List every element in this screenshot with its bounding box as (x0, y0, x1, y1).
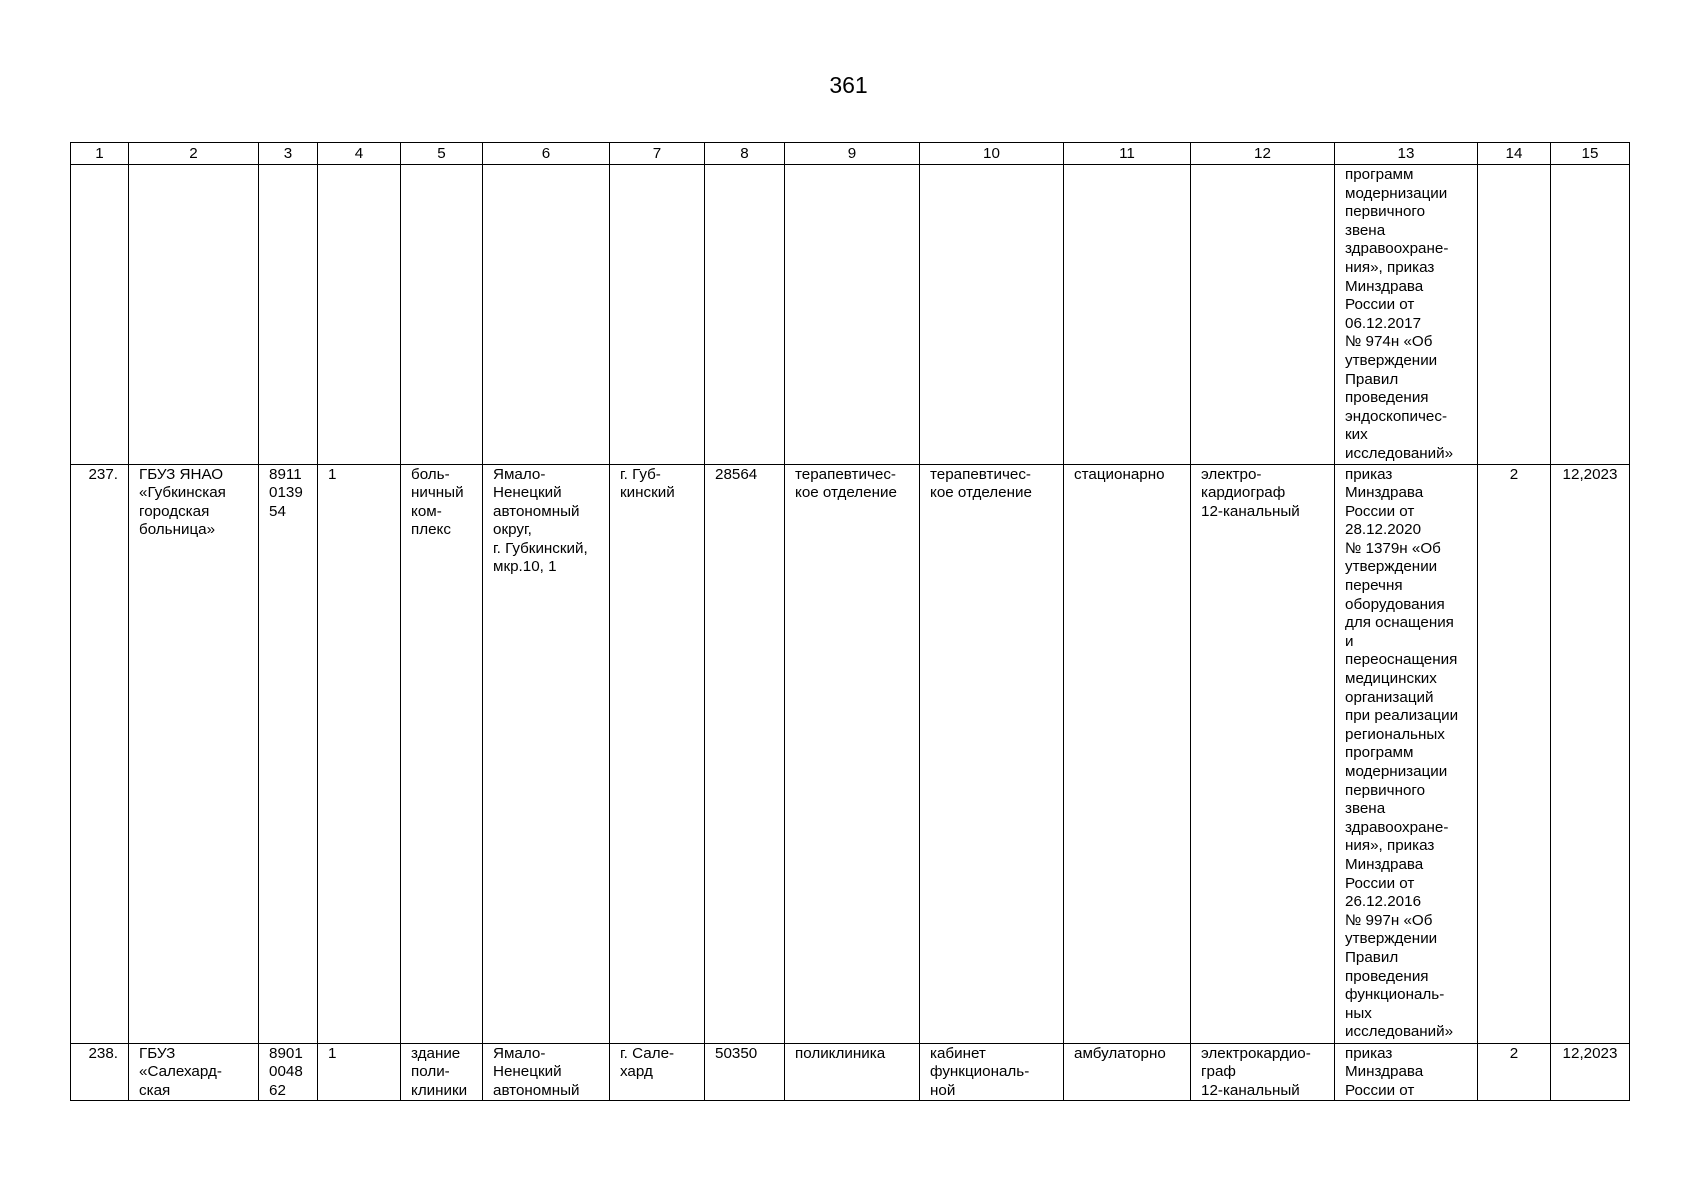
table-cell (920, 165, 1064, 465)
address-cell: Ямало- Ненецкий автономный округ, г. Губкинский, мкр.10, 1 (483, 464, 610, 1043)
table-cell: 28564 (705, 464, 785, 1043)
equipment-cell: электрокардио- граф 12-канальный (1191, 1043, 1335, 1101)
table-cell (1551, 165, 1630, 465)
quantity-cell: 2 (1478, 464, 1551, 1043)
column-header: 10 (920, 143, 1064, 165)
equipment-table (70, 142, 1630, 1101)
table-row-237 (71, 464, 1630, 1043)
table-cell (610, 165, 705, 465)
column-header: 11 (1064, 143, 1191, 165)
date-cell: 12,2023 (1551, 1043, 1630, 1101)
column-header: 15 (1551, 143, 1630, 165)
column-header: 12 (1191, 143, 1335, 165)
department-cell: терапевтичес- кое отделение (785, 464, 920, 1043)
column-header: 6 (483, 143, 610, 165)
department-cell: поликлиника (785, 1043, 920, 1101)
row-number-cell: 237. (71, 464, 129, 1043)
code-cell: 8911 0139 54 (259, 464, 318, 1043)
column-header: 3 (259, 143, 318, 165)
column-header: 9 (785, 143, 920, 165)
care-mode-cell: амбулаторно (1064, 1043, 1191, 1101)
table-cell (1191, 165, 1335, 465)
column-header: 4 (318, 143, 401, 165)
table-cell (129, 165, 259, 465)
city-cell: г. Губ- кинский (610, 464, 705, 1043)
unit-cell: кабинет функциональ- ной (920, 1043, 1064, 1101)
column-header: 8 (705, 143, 785, 165)
row-number-cell: 238. (71, 1043, 129, 1101)
table-cell: 1 (318, 464, 401, 1043)
organization-cell: ГБУЗ «Салехард- ская (129, 1043, 259, 1101)
address-cell: Ямало- Ненецкий автономный (483, 1043, 610, 1101)
equipment-cell: электро- кардиограф 12-канальный (1191, 464, 1335, 1043)
column-header: 14 (1478, 143, 1551, 165)
column-header: 2 (129, 143, 259, 165)
city-cell: г. Сале- хард (610, 1043, 705, 1101)
regulation-cell: приказ Минздрава России от (1335, 1043, 1478, 1101)
column-number-row (71, 143, 1630, 165)
column-header: 5 (401, 143, 483, 165)
code-cell: 8901 0048 62 (259, 1043, 318, 1101)
column-header: 1 (71, 143, 129, 165)
table-cell (1064, 165, 1191, 465)
table-cell (259, 165, 318, 465)
table-cell (71, 165, 129, 465)
table-row-238 (71, 1043, 1630, 1101)
date-cell: 12,2023 (1551, 464, 1630, 1043)
building-cell: здание поли- клиники (401, 1043, 483, 1101)
table-cell: 50350 (705, 1043, 785, 1101)
organization-cell: ГБУЗ ЯНАО «Губкинская городская больница» (129, 464, 259, 1043)
regulation-cell: программ модернизации первичного звена здравоохране- ния», приказ Минздрава России от 06.12.2017 № 974н «Об утверждении Правил проведения эндоскопичес- ких исследований» (1335, 165, 1478, 465)
table-cell (401, 165, 483, 465)
table-cell (1478, 165, 1551, 465)
care-mode-cell: стационарно (1064, 464, 1191, 1043)
table-cell (483, 165, 610, 465)
column-header: 7 (610, 143, 705, 165)
table-cell (318, 165, 401, 465)
building-cell: боль- ничный ком- плекс (401, 464, 483, 1043)
table-cell (785, 165, 920, 465)
column-header: 13 (1335, 143, 1478, 165)
table-cell: 1 (318, 1043, 401, 1101)
quantity-cell: 2 (1478, 1043, 1551, 1101)
unit-cell: терапевтичес- кое отделение (920, 464, 1064, 1043)
page-number: 361 (829, 72, 868, 98)
table-row-continuation (71, 165, 1630, 465)
regulation-cell: приказ Минздрава России от 28.12.2020 № 1379н «Об утверждении перечня оборудования для оснащения и переоснащения медицинских организаций при реализации региональных программ модернизации первичного звена здравоохране- ния», приказ Минздрава России от 26.12.2016 № 997н «Об утверждении Правил проведения функциональ- ных исследований» (1335, 464, 1478, 1043)
table-cell (705, 165, 785, 465)
